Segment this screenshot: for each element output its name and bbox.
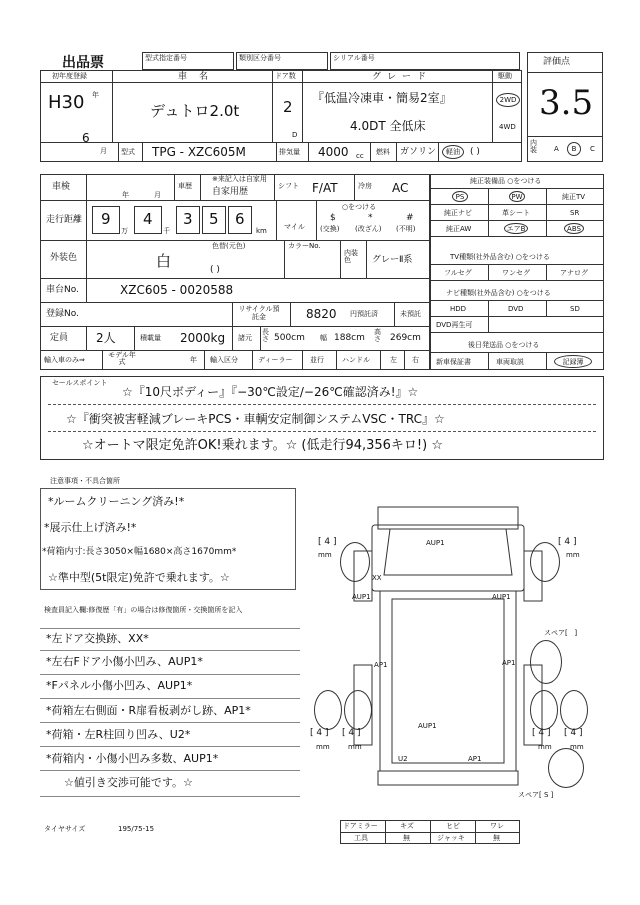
handle-label: ハンドル — [342, 356, 370, 364]
import-parallel: 並行 — [310, 356, 324, 364]
navi-type-label: ナビ種類(社外品含む) ○をつける — [446, 289, 551, 297]
ac-label: 冷房 — [358, 182, 372, 190]
equip-aw: 純正AW — [446, 225, 472, 233]
damage-aup1-right: AUP1 — [492, 593, 511, 601]
damage-ap1-right: AP1 — [502, 659, 516, 667]
legend-header: ワレ — [490, 822, 504, 830]
repaint-label: 色替(元色) — [212, 242, 246, 250]
damage-ap1-left: AP1 — [374, 661, 388, 669]
inspector-line: *荷箱内・小傷小凹み多数、AUP1* — [46, 752, 219, 765]
model-value: TPG - XZC605M — [152, 145, 246, 159]
tread-fr-unit: mm — [566, 551, 580, 559]
doors-suffix: D — [292, 131, 298, 139]
tread-rl-inner: [ 4 ] — [342, 728, 361, 738]
tv-analog: アナログ — [560, 269, 588, 277]
tread-fl: [ 4 ] — [318, 537, 337, 547]
exterior-color-value: 白 — [156, 252, 172, 270]
load-label: 積載量 — [140, 334, 161, 342]
spare-label-bottom: スペア[ S ] — [518, 791, 554, 799]
navi-hdd: HDD — [450, 305, 467, 313]
year-value: H30 — [48, 92, 85, 113]
mileage-digit: 4 — [143, 210, 153, 228]
header-field-3: シリアル番号 — [330, 52, 520, 70]
tread-rl-inner-unit: mm — [348, 743, 362, 751]
capacity-label: 定員 — [50, 333, 69, 343]
tread-rr-inner: [ 4 ] — [532, 728, 551, 738]
exterior-color-paren: ( ) — [210, 265, 220, 275]
tv-oneseg: ワンセグ — [502, 269, 530, 277]
width-label: 幅 — [320, 334, 327, 342]
displacement-unit: cc — [356, 152, 364, 160]
grade-line1: 『低温冷凍車・簡易2室』 — [312, 91, 452, 105]
tire-rear-left-inner — [344, 690, 372, 730]
legend-header: ヒビ — [446, 822, 460, 830]
mileage-circle-note: ○をつける — [342, 203, 377, 211]
tread-rr-outer: [ 4 ] — [564, 728, 583, 738]
later-shipping-label: 後日発送品 ○をつける — [468, 341, 540, 349]
length-value: 500cm — [274, 333, 305, 343]
handle-right: 右 — [412, 356, 419, 364]
mileage-tamper-label: (改ざん) — [355, 225, 382, 233]
chassis-value: XZC605 - 0020588 — [120, 283, 234, 297]
name-label: 車名 — [178, 72, 221, 82]
model-year-label: モデル年式 — [108, 351, 136, 366]
mileage-km: km — [256, 227, 267, 235]
first-reg-label: 初年度登録 — [52, 72, 87, 80]
equip-abs: ABS — [564, 223, 584, 234]
recycle-label: リサイクル預託金 — [238, 305, 280, 322]
import-label: 輸入車のみ⇒ — [44, 356, 85, 364]
mileage-replace-sym: $ — [330, 213, 336, 223]
interior-color-value: グレーⅡ系 — [372, 255, 413, 265]
ac-value: AC — [392, 181, 409, 195]
handle-left: 左 — [390, 356, 397, 364]
later-warranty: 新車保証書 — [436, 358, 471, 366]
fuel-value: ガソリン — [400, 147, 437, 157]
mileage-label: 走行距離 — [46, 215, 83, 225]
inspector-line: *荷箱・左R柱回り凹み、U2* — [46, 728, 191, 741]
exterior-color-label: 外装色 — [50, 253, 78, 263]
notes-line: *荷箱内寸:長さ3050×幅1680×高さ1670mm* — [42, 547, 237, 557]
legend-header: ドアミラー — [343, 822, 378, 830]
sales-line-3: ☆オートマ限定免許OK!乗れます。☆ (低走行94,356キロ!) ☆ — [82, 438, 443, 453]
later-record-book: 記録簿 — [554, 355, 592, 368]
sales-line-1: ☆『10尺ボディー』『−30℃設定/−26℃確認済み!』☆ — [122, 385, 419, 399]
month-value: 6 — [82, 131, 90, 145]
mileage-replace-label: (交換) — [320, 225, 340, 233]
notes-line: *展示仕上げ済み!* — [44, 521, 137, 534]
damage-aup1-bed: AUP1 — [418, 722, 437, 730]
inspection-year: 年 — [122, 191, 129, 199]
model-label: 型式 — [121, 148, 135, 156]
fuel-label: 燃料 — [376, 148, 390, 156]
drive-2wd: 2WD — [496, 93, 520, 107]
tread-rr-inner-unit: mm — [538, 743, 552, 751]
height-value: 269cm — [390, 333, 421, 343]
interior-a: A — [554, 145, 559, 153]
interior-c: C — [590, 145, 595, 153]
dims-label: 諸元 — [238, 334, 252, 342]
sales-points-label: セールスポイント — [52, 379, 108, 387]
mileage-tamper-sym: * — [368, 213, 373, 223]
navi-dvd: DVD — [508, 305, 524, 313]
history-label: 車歴 — [178, 182, 192, 190]
legend-cell: 無 — [403, 834, 410, 842]
mileage-man-unit: 万 — [121, 227, 128, 235]
chassis-label: 車台No. — [46, 285, 79, 295]
height-label: 高さ — [374, 328, 381, 343]
capacity-value: 2人 — [96, 331, 116, 345]
inspector-line: *左右Fドア小傷小凹み、AUP1* — [46, 655, 203, 668]
tire-spare-top — [530, 640, 562, 684]
inspector-line: ☆値引き交渉可能です。☆ — [64, 776, 193, 789]
mileage-digit: 5 — [209, 210, 219, 228]
displacement-label: 排気量 — [279, 148, 300, 156]
equipment-label: 純正装備品 ○をつける — [470, 177, 542, 185]
tv-type-label: TV種類(社外品含む) ○をつける — [450, 253, 550, 261]
equip-tv: 純正TV — [562, 193, 586, 201]
sales-line-2: ☆『衝突被害軽減ブレーキPCS・車輌安定制御システムVSC・TRC』☆ — [66, 412, 445, 426]
mileage-unknown-label: (不明) — [396, 225, 416, 233]
mileage-sen-unit: 千 — [163, 227, 170, 235]
inspector-line: *荷箱左右側面・R扉看板剥がし跡、AP1* — [46, 704, 251, 717]
interior-b-circle: B — [567, 142, 581, 156]
interior-color-label: 内装色 — [344, 249, 358, 264]
import-type-label: 輸入区分 — [210, 356, 238, 364]
tire-rear-right-inner — [530, 690, 558, 730]
mileage-mile: マイル — [284, 223, 305, 231]
damage-aup1-roof: AUP1 — [426, 539, 445, 547]
recycle-value: 8820 — [306, 307, 337, 321]
tire-front-right — [530, 542, 560, 582]
legend-header: キズ — [400, 822, 414, 830]
fuel-paren: ( ) — [470, 147, 480, 157]
tire-rear-left-outer — [314, 690, 342, 730]
equip-airbag: エアB — [504, 223, 528, 234]
fuel-light-circle: 軽油 — [442, 145, 464, 159]
inspector-line: *左ドア交換跡、XX* — [46, 632, 149, 645]
navi-sd: SD — [570, 305, 580, 313]
equip-ps: PS — [452, 191, 468, 202]
tread-rr-outer-unit: mm — [570, 743, 584, 751]
mileage-digit: 9 — [101, 210, 111, 228]
damage-aup1-left: AUP1 — [352, 593, 371, 601]
tire-front-left — [340, 542, 370, 582]
tire-size-value: 195/75-15 — [118, 825, 155, 833]
color-no-label: カラーNo. — [288, 242, 321, 250]
inspection-month: 月 — [154, 191, 161, 199]
doors-value: 2 — [283, 98, 293, 116]
legend-cell: 無 — [493, 834, 500, 842]
tread-rl-outer: [ 4 ] — [310, 728, 329, 738]
grade-label: グレード — [372, 72, 433, 82]
name-value: デュトロ2.0t — [150, 102, 240, 120]
form-title: 出品票 — [62, 55, 104, 71]
history-value: 自家用歴 — [212, 187, 249, 197]
inspector-line: *Fパネル小傷小凹み、AUP1* — [46, 679, 193, 692]
shift-label: シフト — [278, 182, 299, 190]
history-note: ※来記入は自家用 — [212, 175, 267, 183]
recycle-unit: 円預託済 — [350, 310, 378, 318]
damage-xx: XX — [372, 574, 382, 582]
rating-value: 3.5 — [539, 83, 594, 123]
equip-navi: 純正ナビ — [444, 209, 472, 217]
registration-label: 登録No. — [46, 309, 79, 319]
inspection-label: 車検 — [52, 182, 71, 192]
notes-line: *ルームクリーニング済み!* — [48, 495, 185, 508]
import-dealer: ディーラー — [258, 356, 293, 364]
tread-rl-outer-unit: mm — [316, 743, 330, 751]
length-label: 長さ — [262, 328, 269, 343]
equip-sr: SR — [570, 209, 580, 217]
inspector-label: 検査員記入欄:修復歴「有」の場合は修復箇所・交換箇所を記入 — [44, 606, 243, 614]
grade-line2: 4.0DT 全低床 — [350, 119, 426, 133]
shift-value: F/AT — [312, 181, 338, 195]
notes-line: ☆準中型(5t限定)免許で乗れます。☆ — [48, 571, 230, 584]
interior-label: 内装 — [530, 139, 537, 154]
tire-size-label: タイヤサイズ — [44, 825, 86, 833]
doors-label: ドア数 — [275, 72, 296, 80]
load-value: 2000kg — [180, 331, 226, 345]
year-unit: 年 — [92, 91, 99, 99]
mileage-unknown-sym: # — [406, 213, 414, 223]
drive-label: 駆動 — [498, 72, 512, 80]
tire-rear-right-outer — [560, 690, 588, 730]
notes-label: 注意事項・不具合箇所 — [50, 477, 120, 485]
recycle-status: 未預託 — [400, 310, 421, 318]
mileage-digit: 6 — [235, 210, 245, 228]
damage-ap1-rear: AP1 — [468, 755, 482, 763]
tread-fl-unit: mm — [318, 551, 332, 559]
month-unit: 月 — [100, 147, 107, 155]
header-field-1: 型式指定番号 — [142, 52, 234, 70]
legend-cell: ジャッキ — [437, 834, 465, 842]
mileage-digit: 3 — [183, 210, 193, 228]
header-field-2: 類別区分番号 — [236, 52, 328, 70]
dvd-playback-label: DVD再生可 — [436, 321, 473, 329]
later-manual: 車両取説 — [496, 358, 524, 366]
equip-pw: PW — [509, 191, 525, 202]
displacement-value: 4000 — [318, 145, 349, 159]
import-year: 年 — [190, 356, 197, 364]
tv-fullseg: フルセグ — [444, 269, 472, 277]
equip-leather: 革シート — [502, 209, 530, 217]
spare-label-top: スペア[ ] — [544, 629, 578, 637]
legend-cell: 工具 — [354, 834, 368, 842]
rating-label: 評価点 — [543, 57, 571, 67]
damage-u2: U2 — [398, 755, 408, 763]
tire-spare-bottom — [548, 748, 584, 788]
tread-fr: [ 4 ] — [558, 537, 577, 547]
drive-4wd: 4WD — [499, 123, 516, 131]
width-value: 188cm — [334, 333, 365, 343]
